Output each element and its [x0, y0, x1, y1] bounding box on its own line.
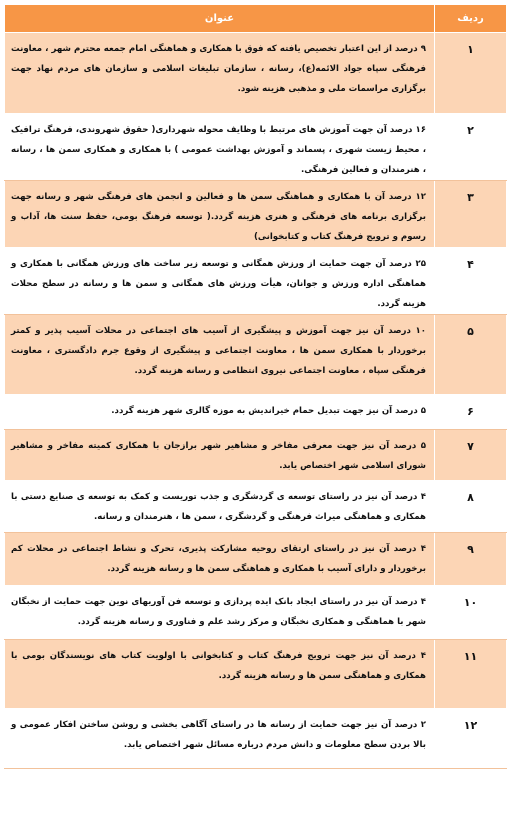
row-number: ۸ — [435, 481, 507, 533]
row-text: ۱۲ درصد آن با همکاری و هماهنگی سمن ها و فعالین و انجمن های فرهنگی شهر و رسانه جهت برگزاری برنامه های فرهنگی و هنری هزینه گردد.( توسعه فرهنگ بومی، حفظ سنت ها، آداب و رسوم و ترویج فرهنگ کتاب و کتابخوانی) — [5, 181, 435, 248]
row-number: ۱۱ — [435, 640, 507, 709]
table-row — [5, 315, 507, 395]
table-row — [5, 181, 507, 248]
table-row — [5, 248, 507, 315]
table-row — [5, 533, 507, 586]
row-number: ۱۰ — [435, 586, 507, 640]
table-row — [5, 709, 507, 769]
row-number: ۵ — [435, 315, 507, 395]
row-text: ۴ درصد آن نیز در راستای توسعه ی گردشگری و جذب توریست و کمک به توسعه ی صنایع دستی با همکاری و هماهنگی میراث فرهنگی و گردشگری ، سمن ها ، هنرمندان و رسانه. — [5, 481, 435, 533]
table-row — [5, 395, 507, 430]
row-text: ۵ درصد آن نیز جهت معرفی مفاخر و مشاهیر شهر برازجان با همکاری کمیته مفاخر و مشاهیر شورای اسلامی شهر اختصاص یابد. — [5, 430, 435, 481]
row-text: ۱۰ درصد آن نیز جهت آموزش و پیشگیری از آسیب های اجتماعی در محلات آسیب پذیر و کمتر برخوردار با همکاری سمن ها ، معاونت اجتماعی و پیشگیری از وقوع جرم دادگستری ، معاونت فرهنگی سپاه ، معاونت اجتماعی نیروی انتظامی و رسانه هزینه گردد. — [5, 315, 435, 395]
table-header-row — [5, 5, 507, 33]
row-number: ۴ — [435, 248, 507, 315]
header-title: عنوان — [5, 5, 435, 33]
row-text: ۱۶ درصد آن جهت آموزش های مرتبط با وظایف محوله شهرداری( حقوق شهروندی، فرهنگ ترافیک ، محیط زیست شهری ، پسماند و آموزش بهداشت عمومی ) با همکاری و همکاری سمن ها ، رسانه ، هنرمندان و فعالین فرهنگی. — [5, 114, 435, 181]
row-text: ۲ درصد آن نیز جهت حمایت از رسانه ها در راستای آگاهی بخشی و روشن ساختن افکار عمومی و بالا بردن سطح معلومات و دانش مردم درباره مسائل شهر اختصاص یابد. — [5, 709, 435, 769]
row-number: ۱ — [435, 33, 507, 114]
table-row — [5, 586, 507, 640]
row-text: ۴ درصد آن نیز جهت ترویج فرهنگ کتاب و کتابخوانی با اولویت کتاب های نویسندگان بومی با همکاری و هماهنگی سمن ها و رسانه هزینه گردد. — [5, 640, 435, 709]
row-number: ۷ — [435, 430, 507, 481]
row-number: ۶ — [435, 395, 507, 430]
budget-allocation-table — [4, 4, 507, 769]
table-body — [5, 33, 507, 769]
row-text: ۴ درصد آن نیز در راستای ارتقای روحیه مشارکت پذیری، تحرک و نشاط اجتماعی در محلات کم برخوردار و دارای آسیب با همکاری و هماهنگی سمن ها و رسانه هزینه گردد. — [5, 533, 435, 586]
table-row — [5, 481, 507, 533]
table-row — [5, 33, 507, 114]
table-row — [5, 114, 507, 181]
header-row-number: ردیف — [435, 5, 507, 33]
row-number: ۱۲ — [435, 709, 507, 769]
row-text: ۹ درصد از این اعتبار تخصیص یافته که فوق با همکاری و هماهنگی امام جمعه محترم شهر ، معاونت فرهنگی سپاه جواد الائمه(ع)، رسانه ، سازمان تبلیغات اسلامی و سازمان های مردم نهاد جهت برگزاری مراسمات ملی و مذهبی هزینه شود. — [5, 33, 435, 114]
row-number: ۹ — [435, 533, 507, 586]
row-text: ۴ درصد آن نیز در راستای ایجاد بانک ایده پردازی و توسعه فن آوریهای نوین جهت حمایت از نخبگان شهر با هماهنگی و همکاری نخبگان و مرکز رشد علم و فناوری و رسانه هزینه گردد. — [5, 586, 435, 640]
table-row — [5, 640, 507, 709]
table-row — [5, 430, 507, 481]
row-number: ۳ — [435, 181, 507, 248]
row-number: ۲ — [435, 114, 507, 181]
row-text: ۲۵ درصد آن جهت حمایت از ورزش همگانی و توسعه زیر ساخت های ورزش همگانی با همکاری و هماهنگی اداره ورزش و جوانان، هیأت ورزش های همگانی و سمن ها و رسانه در سطح محلات هزینه گردد. — [5, 248, 435, 315]
row-text: ۵ درصد آن نیز جهت تبدیل حمام خیراندیش به موزه گالری شهر هزینه گردد. — [5, 395, 435, 430]
